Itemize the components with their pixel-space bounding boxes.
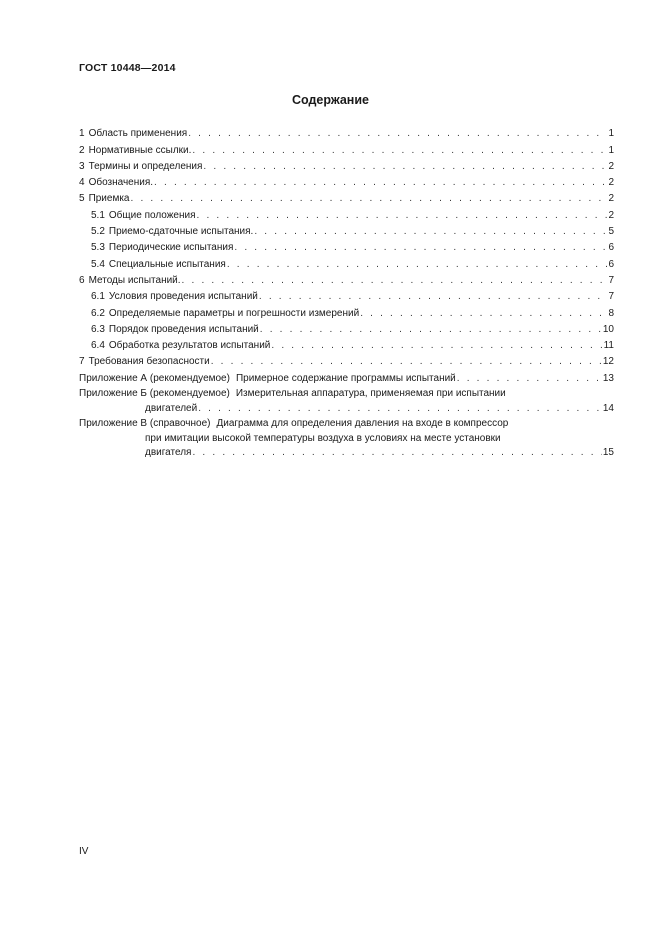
toc-entry-page: 6 — [608, 258, 614, 270]
leader-dots — [192, 447, 601, 458]
appendix-prefix: Приложение В (справочное) — [79, 418, 211, 430]
leader-dots — [188, 128, 607, 139]
leader-dots — [259, 291, 608, 302]
page-number: IV — [79, 846, 89, 857]
leader-dots — [197, 210, 608, 221]
toc-entry-number: 5.1 — [91, 209, 105, 221]
appendix-title-continuation: при имитации высокой температуры воздуха в условиях на месте установки — [145, 432, 501, 444]
toc-title: Содержание — [291, 93, 369, 107]
appendix-b-entry[interactable] — [79, 384, 614, 414]
toc-entry-number: 6.1 — [91, 291, 105, 303]
appendix-page: 15 — [602, 447, 614, 459]
toc-entry-page: 2 — [608, 209, 614, 221]
appendix-title-continuation: двигателя — [145, 447, 192, 459]
toc-subentry[interactable] — [79, 237, 614, 253]
toc-entry-number: 6.4 — [91, 340, 105, 352]
toc-entry-number: 4 — [79, 177, 85, 189]
toc-entry-number: 5.3 — [91, 242, 105, 254]
toc-entry[interactable] — [79, 188, 614, 204]
leader-dots — [271, 340, 602, 351]
leader-dots — [131, 193, 608, 204]
toc-entry-page: 1 — [608, 128, 614, 140]
toc-entry-page: 2 — [608, 193, 614, 205]
appendix-page: 13 — [602, 372, 614, 384]
toc-entry-number: 5 — [79, 193, 85, 205]
toc-entry-page: 12 — [602, 356, 614, 368]
toc-entry-label: Периодические испытания — [108, 242, 234, 254]
leader-dots — [211, 356, 602, 367]
toc-entry-page: 7 — [608, 274, 614, 286]
toc-entry-page: 11 — [603, 340, 614, 352]
appendix-a-entry[interactable] — [79, 367, 614, 383]
toc-subentry[interactable] — [79, 302, 614, 318]
toc-entry-label: Обозначения. — [88, 177, 154, 189]
leader-dots — [227, 259, 608, 270]
toc-entry-number: 7 — [79, 356, 85, 368]
leader-dots — [154, 177, 607, 188]
toc-entry-label: Определяемые параметры и погрешности измерений — [108, 307, 360, 319]
toc-subentry[interactable] — [79, 253, 614, 269]
toc-entry-label: Приемка — [88, 193, 130, 205]
toc-entry-number: 6.2 — [91, 307, 105, 319]
toc-entry-number: 2 — [79, 144, 85, 156]
toc-entry-page: 6 — [608, 242, 614, 254]
toc-entry-label: Методы испытаний. — [88, 274, 181, 286]
appendix-page: 14 — [602, 402, 614, 414]
toc-subentry[interactable] — [79, 335, 614, 351]
toc-entry-number: 6 — [79, 274, 85, 286]
toc-entry[interactable] — [79, 139, 614, 155]
toc-entry[interactable] — [79, 123, 614, 139]
toc-entry-label: Нормативные ссылки. — [88, 144, 192, 156]
toc-entry-page: 7 — [608, 291, 614, 303]
toc-entry[interactable] — [79, 351, 614, 367]
toc-entry-number: 5.4 — [91, 258, 105, 270]
toc-entry[interactable] — [79, 156, 614, 172]
appendix-title: Измерительная аппаратура, применяемая при испытании — [235, 388, 506, 400]
toc-entry-page: 10 — [602, 323, 614, 335]
toc-entry-label: Приемо-сдаточные испытания. — [108, 226, 254, 238]
appendix-prefix: Приложение Б (рекомендуемое) — [79, 388, 230, 400]
toc-entry-number: 1 — [79, 128, 85, 140]
toc-entry-label: Требования безопасности — [88, 356, 210, 368]
appendix-title-continuation: двигателей — [145, 402, 198, 414]
table-of-contents — [79, 123, 614, 458]
toc-entry-label: Специальные испытания — [108, 258, 226, 270]
leader-dots — [234, 242, 607, 253]
toc-entry-label: Условия проведения испытаний — [108, 291, 258, 303]
document-code: ГОСТ 10448—2014 — [79, 62, 176, 74]
appendix-title: Диаграмма для определения давления на входе в компрессор — [216, 418, 509, 430]
toc-entry-label: Обработка результатов испытаний — [108, 340, 271, 352]
toc-entry-number: 3 — [79, 160, 85, 172]
leader-dots — [360, 308, 607, 319]
toc-entry-number: 5.2 — [91, 226, 105, 238]
toc-entry[interactable] — [79, 172, 614, 188]
toc-entry-page: 1 — [608, 144, 614, 156]
appendix-title: Примерное содержание программы испытаний — [235, 372, 456, 384]
leader-dots — [260, 324, 602, 335]
toc-subentry[interactable] — [79, 204, 614, 220]
toc-subentry[interactable] — [79, 319, 614, 335]
leader-dots — [457, 373, 602, 384]
toc-entry-number: 6.3 — [91, 323, 105, 335]
appendix-v-entry[interactable] — [79, 414, 614, 459]
toc-entry[interactable] — [79, 270, 614, 286]
leader-dots — [203, 161, 607, 172]
toc-subentry[interactable] — [79, 286, 614, 302]
leader-dots — [192, 145, 607, 156]
toc-entry-label: Область применения — [88, 128, 188, 140]
toc-entry-page: 5 — [608, 226, 614, 238]
leader-dots — [254, 226, 607, 237]
appendix-prefix: Приложение А (рекомендуемое) — [79, 372, 230, 384]
leader-dots — [182, 275, 608, 286]
toc-entry-label: Термины и определения — [88, 160, 203, 172]
leader-dots — [198, 403, 602, 414]
toc-entry-label: Общие положения — [108, 209, 196, 221]
toc-entry-page: 2 — [608, 160, 614, 172]
toc-entry-label: Порядок проведения испытаний — [108, 323, 259, 335]
toc-subentry[interactable] — [79, 221, 614, 237]
toc-entry-page: 2 — [608, 177, 614, 189]
toc-entry-page: 8 — [608, 307, 614, 319]
